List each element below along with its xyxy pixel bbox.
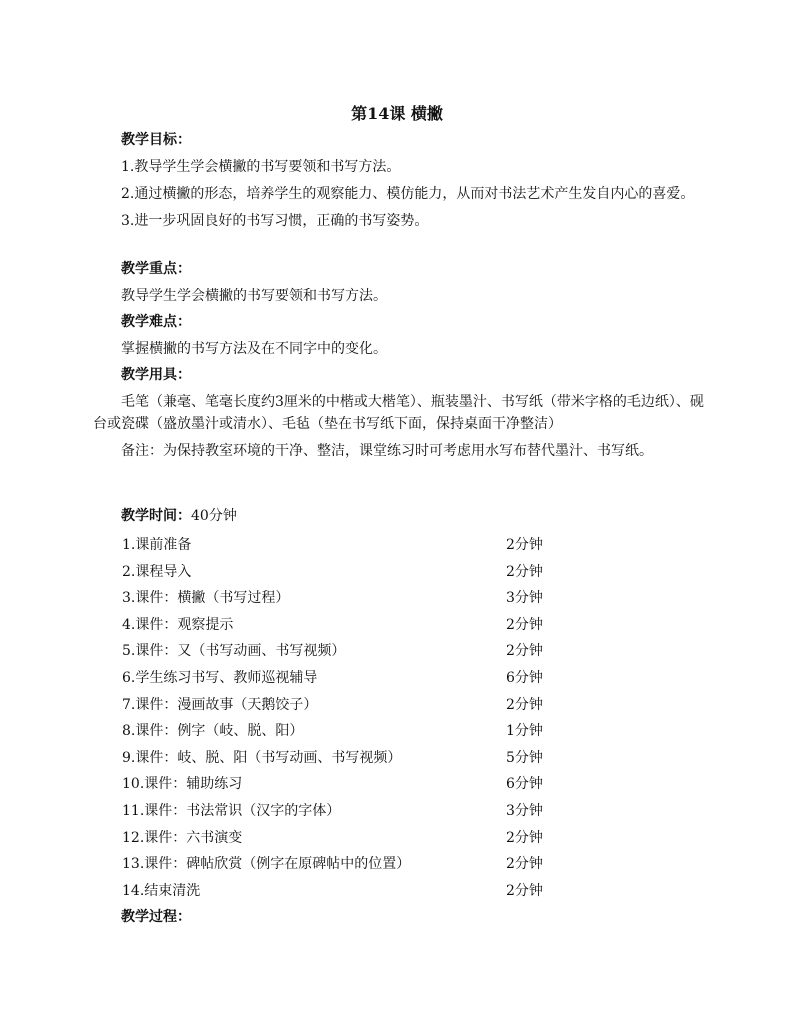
schedule-item: 5.课件：又（书写动画、书写视频） [122,643,346,660]
schedule-item: 6.学生练习书写、教师巡视辅导 [122,669,318,686]
objective-item: 2.通过横撇的形态，培养学生的观察能力、模仿能力，从而对书法艺术产生发自内心的喜爱。 [121,186,695,202]
difficulties-section [93,311,705,360]
schedule-item: 1.课前准备 [122,537,192,553]
difficulties-text: 掌握横撇的书写方法及在不同字中的变化。 [121,341,387,357]
schedule-item: 13.课件：碑帖欣赏（例字在原碑帖中的位置） [122,856,411,873]
schedule-duration: 1分钟 [506,723,543,740]
process-heading: 教学过程： [121,909,191,925]
schedule-item: 2.课程导入 [122,563,192,580]
schedule-item: 9.课件：岐、脱、阳（书写动画、书写视频） [122,749,402,766]
schedule-row [122,534,582,561]
schedule-duration: 2分钟 [506,829,543,846]
schedule-item: 8.课件：例字（岐、脱、阳） [122,723,304,740]
schedule-duration: 2分钟 [506,616,543,633]
schedule-duration: 2分钟 [506,643,543,660]
tools-note: 备注：为保持教室环境的干净、整洁，课堂练习时可考虑用水写布替代墨汁、书写纸。 [121,443,653,459]
process-section [93,906,705,928]
page-title: 第14课 横撇 [351,104,443,123]
schedule-row [122,694,582,721]
schedule-duration: 3分钟 [506,802,543,819]
objective-item: 1.教导学生学会横撇的书写要领和书写方法。 [121,159,401,175]
schedule-duration: 6分钟 [506,776,543,793]
objectives-section [93,129,705,232]
time-heading: 教学时间： [121,508,191,524]
key-points-section [93,258,705,307]
objective-item: 3.进一步巩固良好的书写习惯，正确的书写姿势。 [121,213,429,229]
schedule-duration: 2分钟 [506,882,543,899]
schedule-duration: 2分钟 [506,563,543,580]
schedule-row [122,667,582,694]
schedule-item: 3.课件：横撇（书写过程） [122,590,290,607]
schedule-duration: 3分钟 [506,590,543,607]
schedule-row [122,800,582,827]
tools-text: 毛笔（兼毫、笔毫长度约3厘米的中楷或大楷笔）、瓶装墨汁、书写纸（带米字格的毛边纸）、砚台或瓷碟（盛放墨汁或清水）、毛毡（垫在书写纸下面，保持桌面干净整洁） [93,394,704,432]
schedule-duration: 6分钟 [506,669,543,686]
schedule-list [122,534,582,906]
schedule-item: 7.课件：漫画故事（天鹅饺子） [122,696,318,713]
schedule-row [122,587,582,614]
schedule-duration: 5分钟 [506,749,543,766]
time-line [121,505,705,527]
schedule-item: 12.课件：六书演变 [122,829,243,846]
time-section [93,505,705,527]
schedule-row [122,720,582,747]
schedule-row [122,640,582,667]
schedule-item: 4.课件：观察提示 [122,616,234,633]
schedule-duration: 2分钟 [506,856,543,873]
difficulties-heading: 教学难点： [121,314,191,330]
tools-heading: 教学用具： [121,367,191,383]
schedule-row [122,773,582,800]
schedule-row [122,747,582,774]
tools-section [93,364,705,462]
schedule-duration: 2分钟 [506,696,543,713]
schedule-item: 14.结束清洗 [122,882,201,899]
schedule-row [122,880,582,907]
objectives-heading: 教学目标： [121,132,191,148]
key-points-text: 教导学生学会横撇的书写要领和书写方法。 [121,288,387,304]
schedule-row [122,561,582,588]
time-total: 40分钟 [191,508,237,524]
schedule-row [122,853,582,880]
schedule-duration: 2分钟 [506,537,543,553]
schedule-row [122,614,582,641]
schedule-item: 10.课件：辅助练习 [122,776,243,793]
key-points-heading: 教学重点： [121,261,191,277]
schedule-row [122,827,582,854]
schedule-item: 11.课件：书法常识（汉字的字体） [122,802,341,819]
